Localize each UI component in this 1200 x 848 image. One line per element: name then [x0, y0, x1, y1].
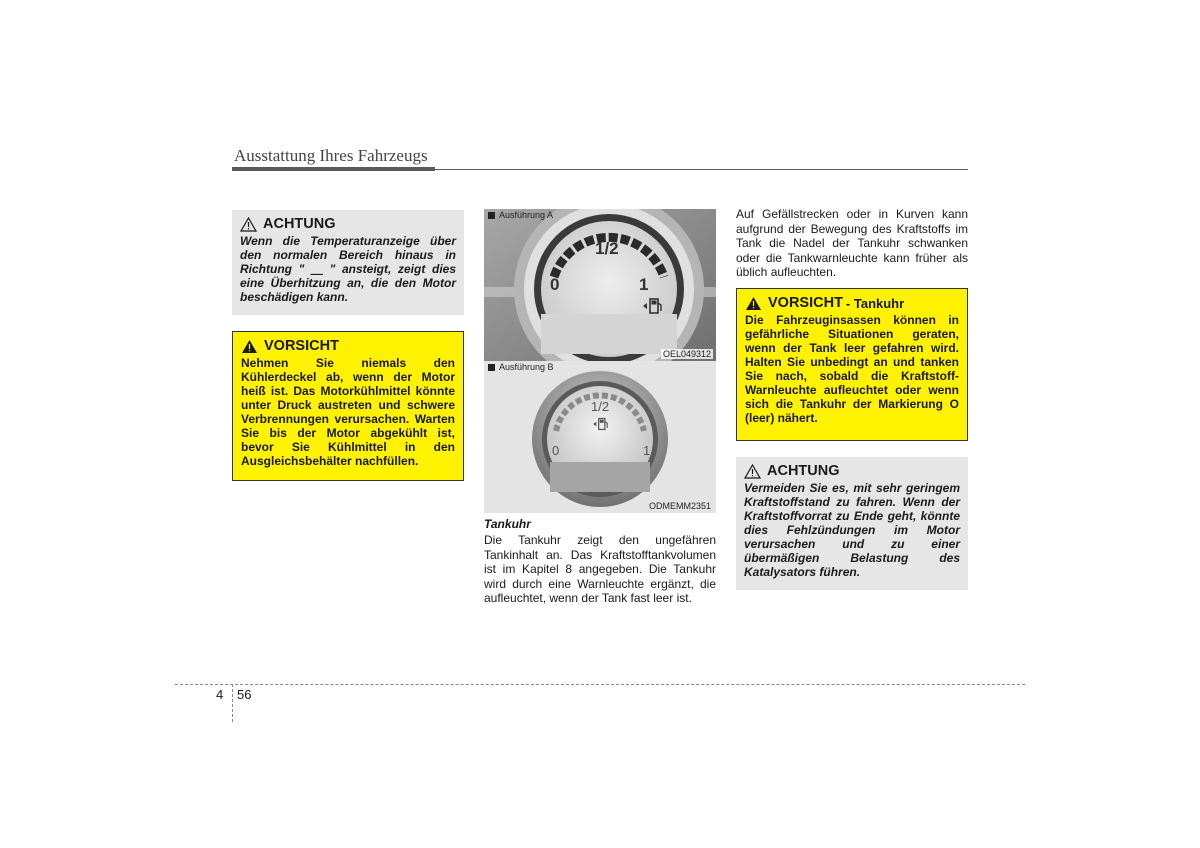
- achtung-title-text: ACHTUNG: [263, 216, 336, 232]
- figure-a-label-text: Ausführung A: [499, 210, 554, 220]
- vorsicht-title: [241, 338, 455, 354]
- vorsicht-tankuhr-text: Die Fahrzeuginsassen können in gefährliche Situationen geraten, wenn der Tank leer gefahren wird. Halten Sie unbedingt an und tanken Sie nach, sobald die Kraftstoff-Warnleuchte aufleuchtet oder wenn sich die Tankuhr der Markierung O (leer) nähert.: [745, 313, 959, 425]
- gauge-b-empty-mark: 0: [552, 443, 560, 458]
- figure-a-code: OEL049312: [662, 349, 711, 359]
- warning-triangle-filled-icon: [745, 296, 762, 311]
- fuel-gauge-a-illustration: [484, 209, 716, 361]
- figure-b-code: ODMEMM2351: [648, 501, 711, 511]
- gauge-a-empty-mark: 0: [550, 275, 560, 294]
- vorsicht-tankuhr-title: [745, 295, 959, 311]
- footer-divider: [232, 684, 233, 722]
- figure-a-bullet-icon: [488, 212, 495, 219]
- warning-triangle-outline-icon: [240, 217, 257, 232]
- warning-triangle-outline-icon: [744, 464, 761, 479]
- tankuhr-description: Die Tankuhr zeigt den ungefähren Tankinhalt an. Das Kraftstofftankvolumen ist im Kapitel 8 angegeben. Die Tankuhr wird durch eine Warnleuchte ergänzt, die aufleuchtet, wenn der Tank fast leer ist.: [484, 533, 716, 605]
- figure-a-label: [488, 210, 553, 220]
- achtung-text: Wenn die Temperaturanzeige über den normalen Bereich hinaus in Richtung " ⸏ " ansteigt, zeigt dies eine Überhitzung an, die den Motor beschädigen kann.: [240, 234, 456, 304]
- fuel-gauge-figure-a: [484, 209, 716, 361]
- achtung-fuel-box: [736, 457, 968, 590]
- vorsicht-coolant-box: [232, 331, 464, 481]
- right-intro-text: Auf Gefällstrecken oder in Kurven kann aufgrund der Bewegung des Kraftstoffs im Tank die Nadel der Tankuhr schwanken oder die Tankwarnleuchte kann früher als üblich aufleuchten.: [736, 207, 968, 279]
- chapter-number: 4: [216, 687, 224, 702]
- achtung-fuel-title: [744, 463, 960, 479]
- vorsicht-text: Nehmen Sie niemals den Kühlerdeckel ab, wenn der Motor heiß ist. Das Motorkühlmittel könnte unter Druck austreten und schwere Verbrennungen verursachen. Warten Sie bis der Motor abgekühlt ist, bevor Sie Kühlmittel in den Ausgleichsbehälter nachfüllen.: [241, 356, 455, 468]
- gauge-b-half-mark: 1/2: [591, 399, 610, 414]
- page-number: 56: [237, 687, 252, 702]
- vorsicht-tankuhr-title-text: VORSICHT: [768, 295, 843, 311]
- gauge-a-half-mark: 1/2: [595, 239, 619, 258]
- achtung-fuel-text: Vermeiden Sie es, mit sehr geringem Kraftstoffstand zu fahren. Wenn der Kraftstoffvorrat zu Ende geht, könnte dies Fehlzündungen im Motor verursachen und zu einer übermäßigen Belastung des Katalysators führen.: [744, 481, 960, 579]
- page-header-title: Ausstattung Ihres Fahrzeugs: [234, 146, 428, 165]
- figure-b-label: [488, 362, 554, 372]
- fuel-gauge-figure-b: [484, 361, 716, 513]
- gauge-a-full-mark: 1: [639, 275, 649, 294]
- figure-b-bullet-icon: [488, 364, 495, 371]
- tankuhr-caption: Tankuhr: [484, 517, 531, 531]
- achtung-temperature-box: [232, 210, 464, 315]
- gauge-b-full-mark: 1: [643, 443, 651, 458]
- vorsicht-title-text: VORSICHT: [264, 338, 339, 354]
- warning-triangle-filled-icon: [241, 339, 258, 354]
- fuel-pump-icon: [592, 417, 610, 431]
- achtung-title: [240, 216, 456, 232]
- fuel-gauge-b-illustration: [484, 361, 716, 513]
- header-rule-thin: [435, 169, 968, 170]
- achtung-fuel-title-text: ACHTUNG: [767, 463, 840, 479]
- footer-rule: [175, 684, 1025, 685]
- vorsicht-tankuhr-box: [736, 288, 968, 441]
- fuel-pump-icon: [642, 297, 664, 315]
- header-rule-thick: [232, 167, 435, 171]
- vorsicht-tankuhr-title-suffix: - Tankuhr: [845, 295, 905, 311]
- figure-b-label-text: Ausführung B: [499, 362, 554, 372]
